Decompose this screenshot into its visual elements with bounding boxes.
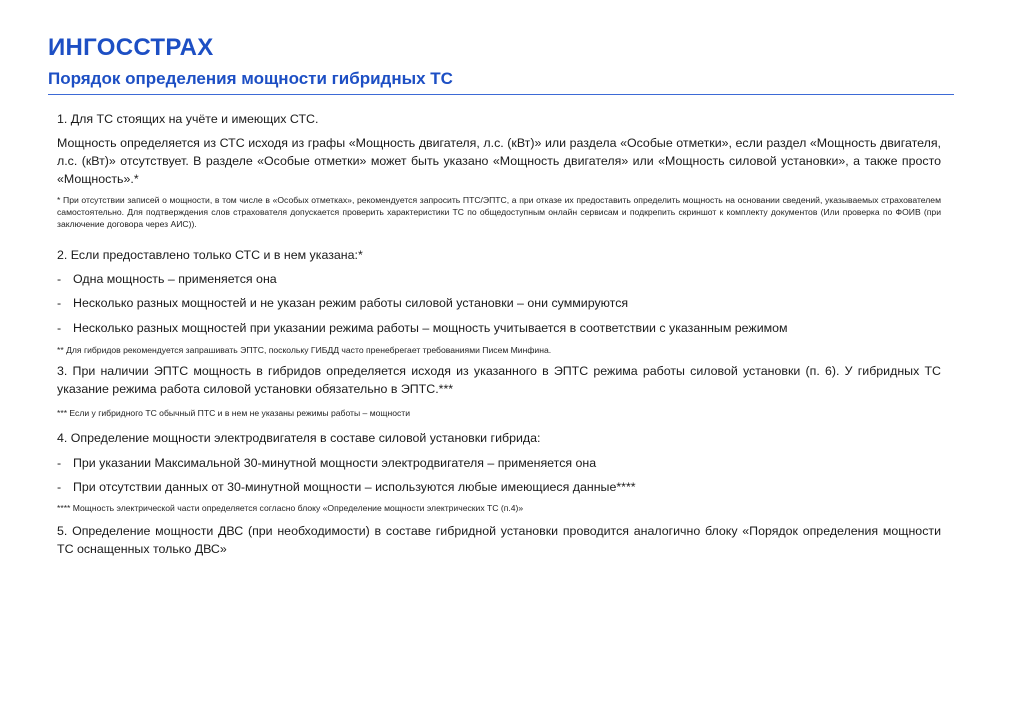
- section-1-text: Мощность определяется из СТС исходя из графы «Мощность двигателя, л.с. (кВт)» или раздела «Особые отметки», если раздел «Мощность двигателя, л.с. (кВт)» отсутствует. В разделе «Особые отметки» может быть указано «Мощность двигателя» или «Мощность силовой установки», а также просто «Мощность».*: [57, 136, 941, 186]
- footnote-1: * При отсутствии записей о мощности, в том числе в «Особых отметках», рекомендуется запросить ПТС/ЭПТС, а при отказе их предоставить определить мощность на основании сведений, указываемых страхователем самостоятельно. Для подтверждения слов страхователя допускается проверить характеристики ТС по общедоступным онлайн сервисам и подкрепить скриншот к комплекту документов (Или проверка по ФОИВ (при заключение договора через АИС)).: [57, 195, 941, 229]
- list-item-text: Одна мощность – применяется она: [73, 272, 277, 286]
- list-item-text: При отсутствии данных от 30-минутной мощности – используются любые имеющиеся данные****: [73, 480, 636, 494]
- list-item-text: При указании Максимальной 30-минутной мощности электродвигателя – применяется она: [73, 456, 597, 470]
- footnote-3: *** Если у гибридного ТС обычный ПТС и в нем не указаны режимы работы – мощности: [57, 408, 411, 418]
- section-2-heading: 2. Если предоставлено только СТС и в нем указана:*: [57, 248, 363, 262]
- bullet-dash: -: [57, 456, 62, 470]
- title-divider: [48, 94, 954, 95]
- list-item-text: Несколько разных мощностей и не указан режим работы силовой установки – они суммируются: [73, 296, 629, 310]
- section-5-text: 5. Определение мощности ДВС (при необходимости) в составе гибридной установки проводится аналогично блоку «Порядок определения мощности ТС оснащенных только ДВС»: [57, 524, 941, 556]
- bullet-dash: -: [57, 296, 62, 310]
- bullet-dash: -: [57, 480, 62, 494]
- list-item: [57, 478, 941, 496]
- list-item-text: Несколько разных мощностей при указании режима работы – мощность учитывается в соответствии с указанным режимом: [73, 321, 788, 335]
- section-3-text: 3. При наличии ЭПТС мощность в гибридов определяется исходя из указанного в ЭПТС режима работы силовой установки (п. 6). У гибридных ТС указание режима работа силовой установки обязательно в ЭПТС.***: [57, 364, 941, 396]
- footnote-2: ** Для гибридов рекомендуется запрашивать ЭПТС, поскольку ГИБДД часто пренебрегает требованиями Писем Минфина.: [57, 345, 552, 355]
- page-title: Порядок определения мощности гибридных ТС: [48, 69, 453, 88]
- section-1-heading: 1. Для ТС стоящих на учёте и имеющих СТС.: [57, 112, 319, 126]
- list-item: [57, 454, 941, 472]
- footnote-4: **** Мощность электрической части определяется согласно блоку «Определение мощности электрических ТС (п.4)»: [57, 503, 524, 513]
- section-4-heading: 4. Определение мощности электродвигателя в составе силовой установки гибрида:: [57, 431, 541, 445]
- list-item: [57, 294, 941, 312]
- list-item: [57, 319, 941, 337]
- brand-logo: ИНГОССТРАХ: [48, 34, 214, 61]
- bullet-dash: -: [57, 272, 62, 286]
- bullet-dash: -: [57, 321, 62, 335]
- list-item: [57, 270, 941, 288]
